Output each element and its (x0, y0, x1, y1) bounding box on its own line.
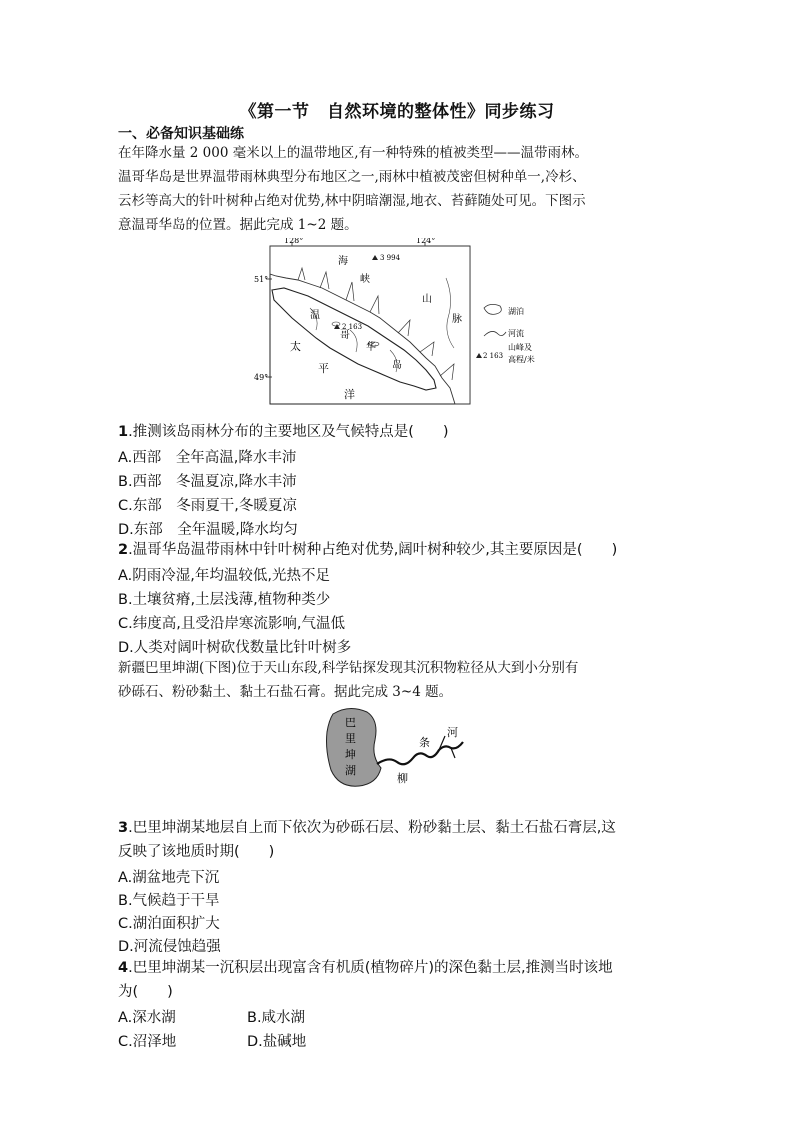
legend-label: 山峰及 (508, 343, 532, 352)
text-line: 砂砾石、粉砂黏土、黏土石盐石膏。据此完成 3~4 题。 (118, 684, 453, 700)
option-d: D.人类对阔叶树砍伐数量比针叶树多 (118, 640, 352, 656)
option-c: C.纬度高,且受沿岸寒流影响,气温低 (118, 616, 345, 632)
question-stem-line: 为( ) (118, 984, 173, 1000)
option-c: C.东部 冬雨夏干,冬暖夏凉 (118, 498, 297, 514)
option-b: B.土壤贫瘠,土层浅薄,植物种类少 (118, 592, 331, 608)
question-number: 4 (118, 960, 129, 976)
river-label-char: 条 (419, 736, 430, 749)
intro-passage-2 (118, 656, 678, 704)
question-4 (118, 956, 613, 1004)
option-a: A.西部 全年高温,降水丰沛 (118, 450, 297, 466)
option-d: D.盐碱地 (247, 1034, 307, 1050)
question-stem-line: .巴里坤湖某地层自上而下依次为砂砾石层、粉砂黏土层、黏土石盐石膏层,这 (128, 820, 616, 836)
barkol-lake-diagram (323, 706, 473, 790)
map-label: 洋 (344, 388, 355, 401)
legend-label: 湖泊 (508, 307, 524, 316)
peak-legend-icon (476, 353, 482, 358)
option-d: D.东部 全年温暖,降水均匀 (118, 522, 298, 538)
option-a: A.深水湖 (118, 1010, 176, 1026)
question-stem-line: .巴里坤湖某一沉积层出现富含有机质(植物碎片)的深色黏土层,推测当时该地 (128, 960, 613, 976)
text-line: 在年降水量 2 000 毫米以上的温带地区,有一种特殊的植被类型——温带雨林。 (118, 145, 589, 161)
map-label: 峡 (360, 274, 370, 285)
river-label-char: 柳 (397, 772, 408, 785)
question-stem: .推测该岛雨林分布的主要地区及气候特点是( ) (128, 424, 449, 440)
peak-label: 3 994 (380, 254, 401, 262)
option-a: A.湖盆地壳下沉 (118, 870, 220, 886)
legend-label: 河流 (508, 329, 524, 338)
lat-label-bottom: 49° (254, 373, 269, 382)
lake-label-char: 坤 (345, 748, 356, 761)
map-label: 脉 (452, 314, 462, 325)
lake-label-char: 里 (345, 732, 356, 745)
legend-label: 高程/米 (508, 355, 535, 364)
question-stem-line: 反映了该地质时期( ) (118, 844, 275, 860)
question-1 (118, 420, 449, 444)
lake-label-char: 湖 (345, 764, 356, 777)
page-title: 《第一节 自然环境的整体性》同步练习 (239, 102, 555, 122)
question-number: 2 (118, 542, 129, 558)
question-number: 1 (118, 424, 129, 440)
text-line: 云杉等高大的针叶树种占绝对优势,林中阴暗潮湿,地衣、苔藓随处可见。下图示 (118, 193, 586, 209)
map-label: 温 (310, 310, 320, 321)
option-b: B.西部 冬温夏凉,降水丰沛 (118, 474, 297, 490)
lake-legend-icon (484, 304, 501, 314)
text-line: 温哥华岛是世界温带雨林典型分布地区之一,雨林中植被茂密但树种单一,冷杉、 (118, 169, 586, 185)
vancouver-island-map (250, 238, 550, 408)
question-stem: .温哥华岛温带雨林中针叶树种占绝对优势,阔叶树种较少,其主要原因是( ) (128, 542, 618, 558)
map-label: 太 (290, 340, 301, 353)
section-heading: 一、必备知识基础练 (118, 126, 244, 142)
map-label: 海 (338, 256, 348, 267)
lon-label-right: 124° (416, 238, 436, 245)
lake-label-char: 巴 (345, 716, 356, 729)
option-b: B.气候趋于干旱 (118, 893, 220, 909)
question-3 (118, 816, 616, 864)
text-line: 新疆巴里坤湖(下图)位于天山东段,科学钻探发现其沉积物粒径从大到小分别有 (118, 660, 579, 676)
intro-passage-1 (118, 141, 678, 237)
option-c: C.湖泊面积扩大 (118, 916, 220, 932)
map-label: 岛 (392, 360, 402, 371)
option-d: D.河流侵蚀趋强 (118, 939, 221, 955)
river-label-char: 河 (447, 726, 458, 739)
option-a: A.阴雨冷湿,年均温较低,光热不足 (118, 568, 330, 584)
map-label: 平 (318, 362, 329, 375)
legend-label: 2 163 (483, 352, 504, 360)
map-label: 哥 (340, 330, 350, 341)
map-label: 华 (366, 342, 376, 353)
lon-label-left: 128° (284, 238, 304, 245)
option-b: B.咸水湖 (247, 1010, 306, 1026)
peak-label: 2 163 (342, 323, 363, 331)
lat-label-top: 51° (254, 275, 269, 284)
text-line: 意温哥华岛的位置。据此完成 1~2 题。 (118, 217, 358, 233)
map-label: 山 (422, 294, 432, 305)
question-2 (118, 538, 617, 562)
question-number: 3 (118, 820, 129, 836)
river-legend-icon (484, 331, 506, 336)
option-c: C.沼泽地 (118, 1034, 177, 1050)
